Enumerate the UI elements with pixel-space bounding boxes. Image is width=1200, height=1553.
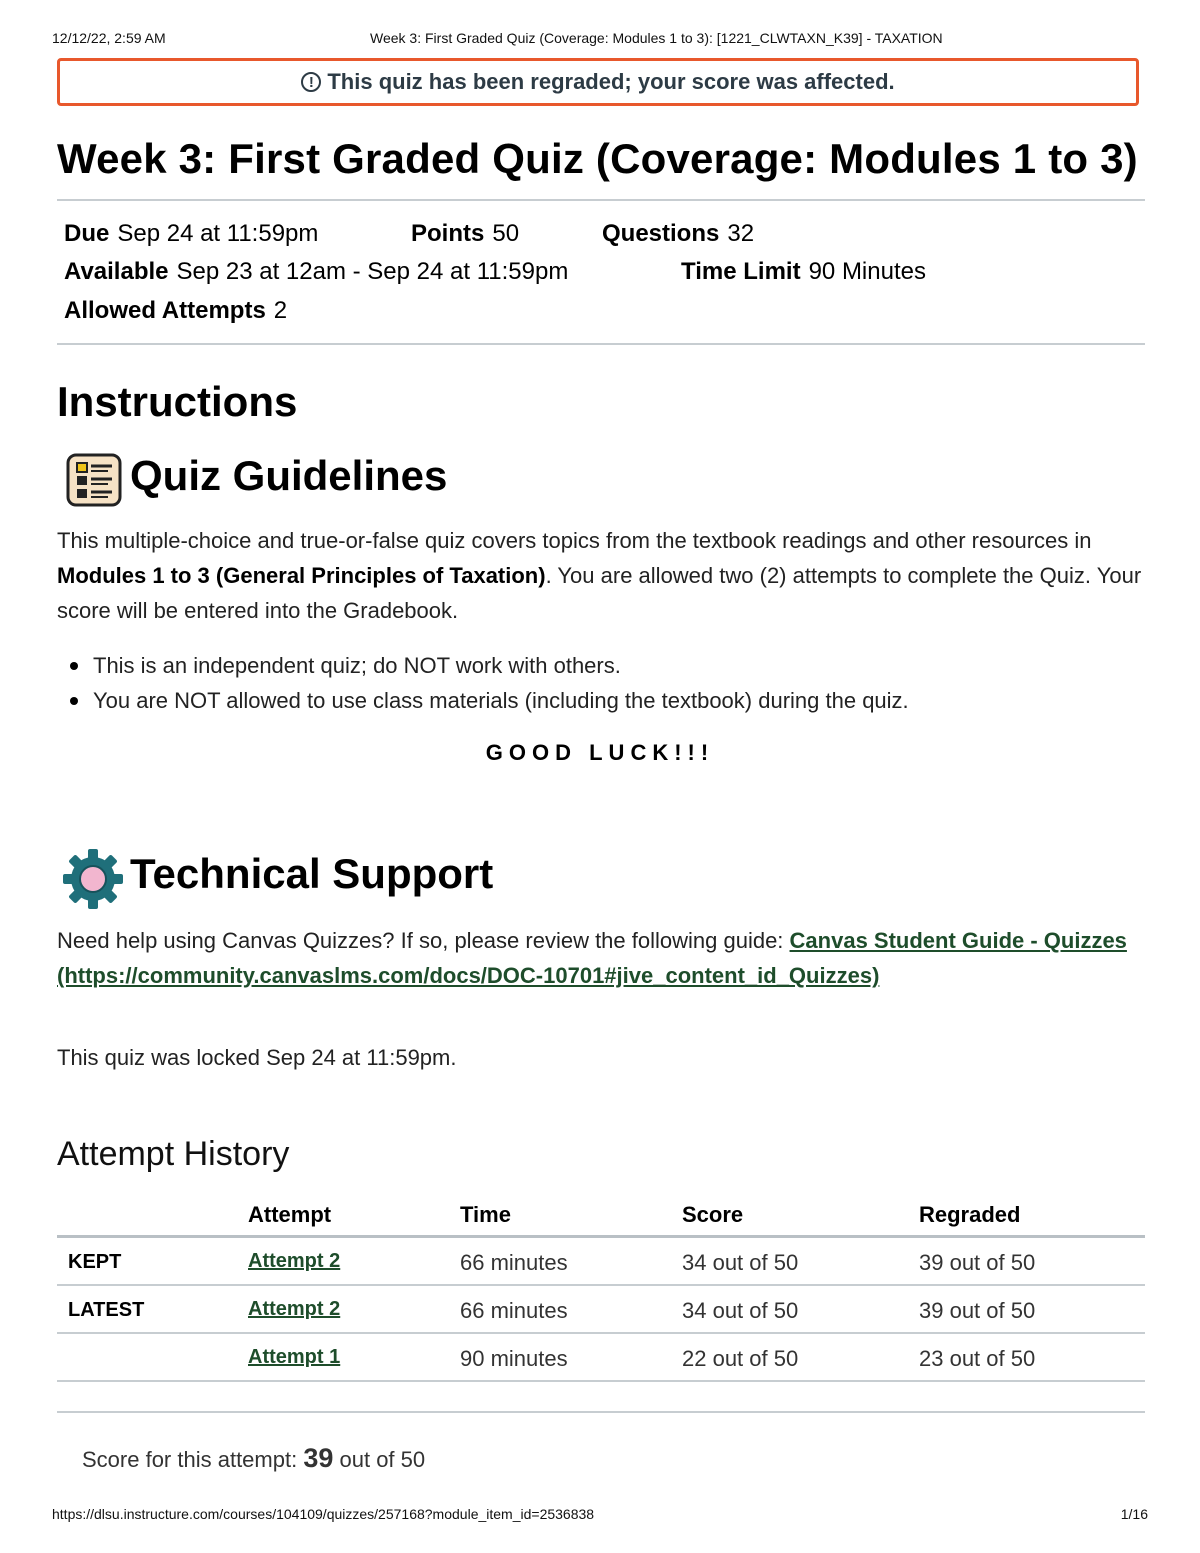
time-limit-value: 90 Minutes bbox=[808, 258, 926, 285]
regrade-alert-banner bbox=[57, 58, 1139, 106]
print-url: https://dlsu.instructure.com/courses/104109/quizzes/257168?module_item_id=2536838 bbox=[52, 1506, 595, 1522]
column-header-regraded: Regraded bbox=[919, 1202, 1021, 1227]
row-divider bbox=[57, 1380, 1145, 1382]
page-title: Week 3: First Graded Quiz (Coverage: Modules 1 to 3) bbox=[57, 135, 1138, 182]
table-header-divider bbox=[57, 1235, 1145, 1238]
row-divider bbox=[57, 1332, 1145, 1334]
row-label: LATEST bbox=[68, 1299, 145, 1321]
quiz-questions bbox=[602, 220, 754, 248]
print-header bbox=[52, 30, 1148, 48]
support-paragraph bbox=[57, 923, 1147, 993]
instructions-heading: Instructions bbox=[57, 378, 298, 425]
guidelines-modules-bold: Modules 1 to 3 (General Principles of Taxation) bbox=[57, 563, 546, 588]
exclamation-circle-icon: ! bbox=[301, 72, 321, 92]
due-value: Sep 24 at 11:59pm bbox=[117, 220, 319, 247]
attempt-time: 66 minutes bbox=[460, 1250, 568, 1275]
time-limit-label: Time Limit bbox=[681, 258, 801, 285]
quiz-points bbox=[411, 220, 519, 248]
due-label: Due bbox=[64, 220, 110, 247]
points-label: Points bbox=[411, 220, 485, 247]
attempt-history-heading: Attempt History bbox=[57, 1135, 290, 1173]
questions-value: 32 bbox=[727, 220, 755, 247]
divider bbox=[57, 343, 1145, 345]
quiz-time-limit bbox=[681, 258, 926, 286]
print-datetime: 12/12/22, 2:59 AM bbox=[52, 30, 166, 46]
quiz-available bbox=[64, 258, 568, 286]
attempt-regraded: 39 out of 50 bbox=[919, 1298, 1036, 1323]
questions-label: Questions bbox=[602, 220, 720, 247]
divider bbox=[57, 199, 1145, 201]
attempt-regraded: 23 out of 50 bbox=[919, 1346, 1036, 1371]
quiz-allowed-attempts bbox=[64, 297, 287, 325]
available-value: Sep 23 at 12am - Sep 24 at 11:59pm bbox=[176, 258, 569, 285]
list-item: This is an independent quiz; do NOT work with others. bbox=[57, 648, 909, 683]
attempt-link[interactable]: Attempt 2 bbox=[248, 1298, 341, 1320]
score-value: 39 bbox=[303, 1443, 334, 1473]
quiz-guidelines-heading: Quiz Guidelines bbox=[130, 452, 448, 499]
attempt-time: 90 minutes bbox=[460, 1346, 568, 1371]
guidelines-paragraph bbox=[57, 523, 1147, 628]
checklist-icon bbox=[66, 453, 122, 507]
allowed-attempts-value: 2 bbox=[273, 297, 288, 324]
attempt-link[interactable]: Attempt 1 bbox=[248, 1346, 341, 1368]
print-doc-title: Week 3: First Graded Quiz (Coverage: Modules 1 to 3): [1221_CLWTAXN_K39] - TAXATION bbox=[370, 30, 943, 46]
regrade-alert-text: This quiz has been regraded; your score was affected. bbox=[327, 69, 895, 94]
canvas-guide-link[interactable]: Canvas Student Guide - Quizzes (https://community.canvaslms.com/docs/DOC-10701#jive_content_id_Quizzes) bbox=[57, 928, 1127, 988]
rules-list bbox=[57, 648, 909, 718]
attempt-time: 66 minutes bbox=[460, 1298, 568, 1323]
column-header-attempt: Attempt bbox=[248, 1202, 332, 1227]
quiz-due bbox=[64, 220, 318, 248]
list-item: You are NOT allowed to use class materials (including the textbook) during the quiz. bbox=[57, 683, 909, 718]
attempt-score: 22 out of 50 bbox=[682, 1346, 799, 1371]
attempt-link[interactable]: Attempt 2 bbox=[248, 1250, 341, 1272]
points-value: 50 bbox=[492, 220, 520, 247]
good-luck-text: GOOD LUCK!!! bbox=[485, 740, 715, 765]
guidelines-text-start: This multiple-choice and true-or-false quiz covers topics from the textbook readings and other resources in bbox=[57, 528, 1092, 553]
row-divider bbox=[57, 1284, 1145, 1286]
section-divider bbox=[57, 1411, 1145, 1413]
row-label: KEPT bbox=[68, 1251, 122, 1273]
score-summary bbox=[82, 1443, 425, 1474]
score-suffix: out of 50 bbox=[339, 1447, 426, 1472]
technical-support-heading: Technical Support bbox=[130, 850, 494, 897]
page-number: 1/16 bbox=[1120, 1506, 1148, 1522]
score-prefix: Score for this attempt: bbox=[82, 1447, 298, 1472]
column-header-time: Time bbox=[460, 1202, 511, 1227]
attempt-score: 34 out of 50 bbox=[682, 1250, 799, 1275]
allowed-attempts-label: Allowed Attempts bbox=[64, 297, 266, 324]
column-header-score: Score bbox=[682, 1202, 744, 1227]
guidelines-text-end: . You are allowed two (2) attempts to complete the Quiz. Your score will be entered into the Gradebook. bbox=[57, 563, 1142, 623]
gear-icon bbox=[62, 848, 124, 910]
support-text: Need help using Canvas Quizzes? If so, please review the following guide: bbox=[57, 928, 790, 953]
locked-notice: This quiz was locked Sep 24 at 11:59pm. bbox=[57, 1045, 457, 1070]
attempt-score: 34 out of 50 bbox=[682, 1298, 799, 1323]
available-label: Available bbox=[64, 258, 169, 285]
attempt-regraded: 39 out of 50 bbox=[919, 1250, 1036, 1275]
